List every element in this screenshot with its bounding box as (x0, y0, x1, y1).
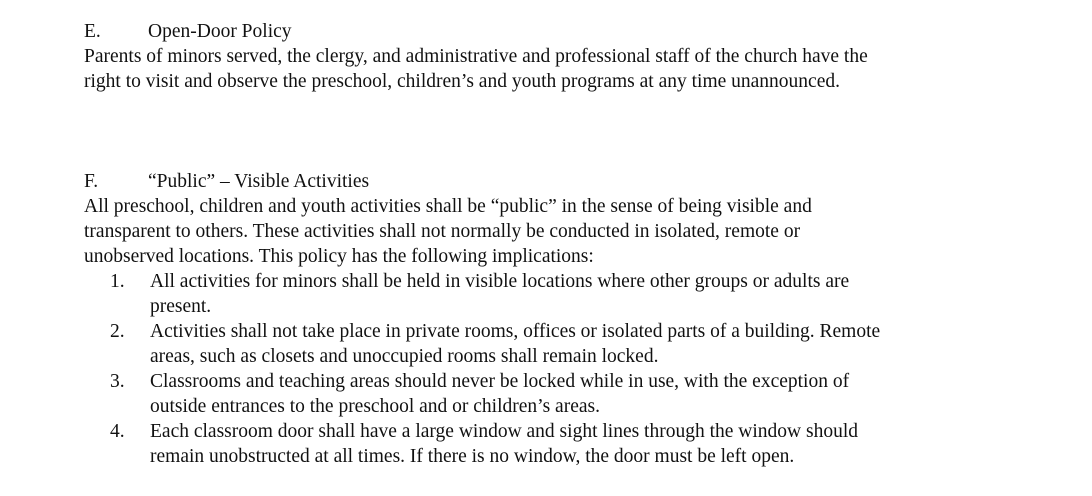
section-f-letter: F. (84, 171, 99, 192)
list-item-number: 3. (110, 371, 125, 392)
list-item-text (150, 369, 970, 419)
list-item-number: 4. (110, 421, 125, 442)
list-item (84, 419, 1044, 469)
list-item-text (150, 269, 970, 319)
section-e-line: right to visit and observe the preschool, children’s and youth programs at any time unannounced. (84, 71, 840, 92)
section-f-heading (84, 169, 1044, 194)
list-item-line: outside entrances to the preschool and or children’s areas. (150, 396, 600, 417)
list-item (84, 319, 1044, 369)
list-item-line: present. (150, 296, 212, 317)
list-item-line: Classrooms and teaching areas should never be locked while in use, with the exception of (150, 371, 850, 392)
list-item-line: All activities for minors shall be held in visible locations where other groups or adults are (150, 271, 850, 292)
list-item-text (150, 419, 970, 469)
section-e-paragraph (84, 44, 1044, 94)
list-item-line: remain unobstructed at all times. If there is no window, the door must be left open. (150, 446, 795, 467)
section-e-heading (84, 19, 1044, 44)
list-item (84, 369, 1044, 419)
section-e-line: Parents of minors served, the clergy, and administrative and professional staff of the church have the (84, 46, 868, 67)
document-body (84, 19, 1044, 469)
list-item-number: 2. (110, 321, 125, 342)
list-item-line: Each classroom door shall have a large window and sight lines through the window should (150, 421, 859, 442)
section-f-paragraph (84, 194, 1044, 269)
list-item-number: 1. (110, 271, 125, 292)
section-f-line: transparent to others. These activities shall not normally be conducted in isolated, remote or (84, 221, 801, 242)
section-e-letter: E. (84, 21, 101, 42)
section-f-title: “Public” – Visible Activities (148, 171, 370, 192)
list-item-text (150, 319, 970, 369)
list-item (84, 269, 1044, 319)
implications-list (84, 269, 1044, 469)
section-f-line: All preschool, children and youth activities shall be “public” in the sense of being visible and (84, 196, 812, 217)
section-e-title: Open-Door Policy (148, 21, 292, 42)
section-f-line: unobserved locations. This policy has the following implications: (84, 246, 594, 267)
list-item-line: Activities shall not take place in private rooms, offices or isolated parts of a building. Remote (150, 321, 881, 342)
list-item-line: areas, such as closets and unoccupied rooms shall remain locked. (150, 346, 659, 367)
section-spacer (84, 94, 1044, 169)
